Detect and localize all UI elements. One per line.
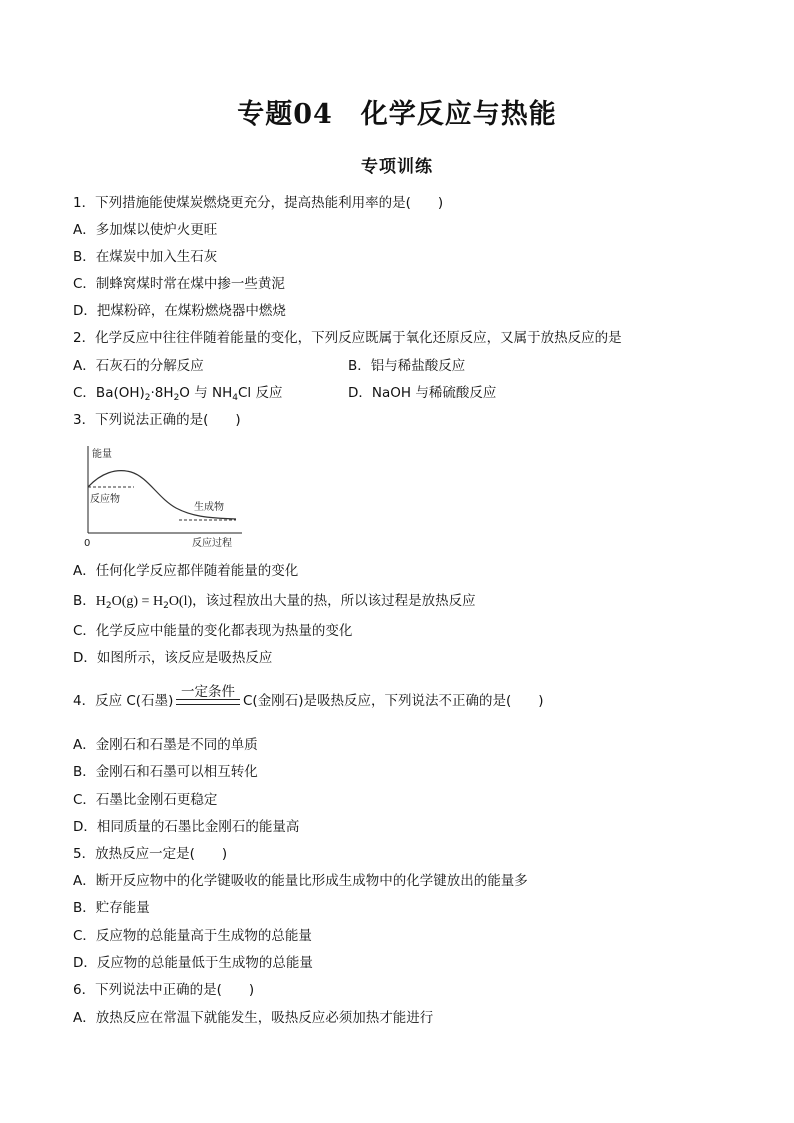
q3-option-a: A．任何化学反应都伴随着能量的变化 bbox=[73, 563, 299, 579]
q3-b-prefix: B． bbox=[73, 593, 96, 609]
q2-c-mid3: Cl 反应 bbox=[238, 385, 283, 401]
q2-option-d: D．NaOH 与稀硫酸反应 bbox=[348, 385, 497, 401]
section-subtitle: 专项训练 bbox=[361, 157, 433, 177]
q4-stem-prefix: 4．反应 C(石墨) bbox=[73, 693, 174, 709]
q1-option-c: C．制蜂窝煤时常在煤中掺一些黄泥 bbox=[73, 276, 285, 292]
q6-option-a: A．放热反应在常温下就能发生，吸热反应必须加热才能进行 bbox=[73, 1010, 434, 1026]
subscript-2: 2 bbox=[173, 393, 180, 403]
q3-b-h: H bbox=[95, 594, 106, 609]
q2-stem: 2．化学反应中往往伴随着能量的变化，下列反应既属于氧化还原反应，又属于放热反应的是 bbox=[73, 330, 622, 346]
q2-c-mid1: ·8H bbox=[150, 385, 174, 401]
q1-option-b: B．在煤炭中加入生石灰 bbox=[73, 249, 218, 265]
q3-b-end: O(l) bbox=[168, 594, 193, 609]
q4-option-b: B．金刚石和石墨可以相互转化 bbox=[73, 764, 258, 780]
q5-option-b: B．贮存能量 bbox=[73, 900, 150, 916]
q1-option-d: D．把煤粉碎，在煤粉燃烧器中燃烧 bbox=[73, 303, 286, 319]
q3-b-text: ，该过程放出大量的热，所以该过程是放热反应 bbox=[192, 593, 476, 609]
q5-option-d: D．反应物的总能量低于生成物的总能量 bbox=[73, 955, 313, 971]
q4-equilibrium-sign bbox=[176, 699, 240, 705]
q2-option-b: B．铝与稀盐酸反应 bbox=[348, 358, 466, 374]
q1-option-a: A．多加煤以使炉火更旺 bbox=[73, 222, 218, 238]
q5-option-c: C．反应物的总能量高于生成物的总能量 bbox=[73, 928, 312, 944]
energy-diagram bbox=[76, 440, 256, 552]
q4-option-c: C．石墨比金刚石更稳定 bbox=[73, 792, 218, 808]
reactant-label: 反应物 bbox=[90, 494, 120, 505]
q3-option-c: C．化学反应中能量的变化都表现为热量的变化 bbox=[73, 623, 353, 639]
origin-label: 0 bbox=[84, 538, 91, 549]
q4-stem-suffix: C(金刚石)是吸热反应，下列说法不正确的是( ) bbox=[243, 693, 544, 709]
q4-option-a: A．金刚石和石墨是不同的单质 bbox=[73, 737, 258, 753]
q3-option-d: D．如图所示，该反应是吸热反应 bbox=[73, 650, 273, 666]
q3-b-mid: O(g) = H bbox=[111, 594, 164, 609]
subscript-4: 4 bbox=[232, 393, 238, 403]
subscript-2: 2 bbox=[105, 601, 112, 611]
q5-option-a: A．断开反应物中的化学键吸收的能量比形成生成物中的化学键放出的能量多 bbox=[73, 873, 528, 889]
q2-c-mid2: O 与 NH bbox=[179, 385, 233, 401]
q3-option-b bbox=[73, 592, 476, 615]
q1-stem: 1．下列措施能使煤炭燃烧更充分，提高热能利用率的是( ) bbox=[73, 195, 444, 211]
subscript-2: 2 bbox=[163, 601, 169, 611]
subscript-2: 2 bbox=[144, 393, 151, 403]
q4-option-d: D．相同质量的石墨比金刚石的能量高 bbox=[73, 819, 300, 835]
q4-reaction-condition: 一定条件 bbox=[181, 684, 235, 700]
page-title: 专题04 化学反应与热能 bbox=[237, 99, 557, 130]
x-axis-label: 反应过程 bbox=[192, 538, 232, 549]
q2-option-a: A．石灰石的分解反应 bbox=[73, 358, 204, 374]
q2-option-c bbox=[73, 384, 282, 407]
q6-stem: 6．下列说法中正确的是( ) bbox=[73, 982, 255, 998]
q5-stem: 5．放热反应一定是( ) bbox=[73, 846, 228, 862]
q2-c-prefix: C．Ba(OH) bbox=[73, 385, 145, 401]
product-label: 生成物 bbox=[194, 502, 224, 513]
y-axis-label: 能量 bbox=[92, 449, 112, 460]
q3-stem: 3．下列说法正确的是( ) bbox=[73, 412, 241, 428]
